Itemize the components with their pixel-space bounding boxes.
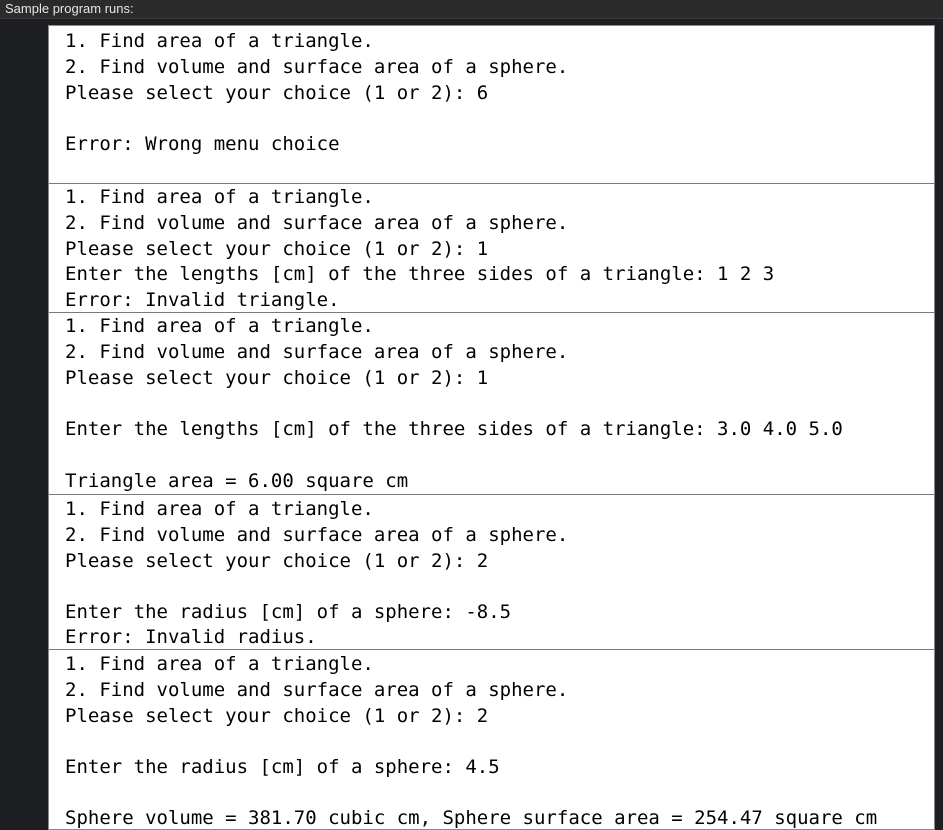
page-title: Sample program runs:	[5, 1, 134, 16]
header-bar	[0, 0, 943, 19]
console-line: Please select your choice (1 or 2): 2	[65, 705, 489, 727]
sample-run-1	[49, 26, 934, 184]
sample-run-2	[49, 184, 934, 313]
console-line: 2. Find volume and surface area of a sphere.	[65, 56, 569, 78]
console-line: Enter the lengths [cm] of the three sides of a triangle: 3.0 4.0 5.0	[65, 418, 843, 440]
console-line: Enter the lengths [cm] of the three sides of a triangle: 1 2 3	[65, 263, 775, 285]
console-line: Error: Wrong menu choice	[65, 133, 340, 155]
console-line: 1. Find area of a triangle.	[65, 315, 374, 337]
console-line: 2. Find volume and surface area of a sphere.	[65, 679, 569, 701]
console-line: Please select your choice (1 or 2): 2	[65, 550, 489, 572]
console-line: 2. Find volume and surface area of a sphere.	[65, 341, 569, 363]
console-line: Error: Invalid triangle.	[65, 289, 340, 311]
sample-run-3	[49, 313, 934, 495]
console-line: Sphere volume = 381.70 cubic cm, Sphere surface area = 254.47 square cm	[65, 807, 878, 829]
console-line: Enter the radius [cm] of a sphere: 4.5	[65, 756, 500, 778]
sample-run-5	[49, 650, 934, 830]
console-line: Triangle area = 6.00 square cm	[65, 470, 409, 492]
console-line: Enter the radius [cm] of a sphere: -8.5	[65, 601, 512, 623]
console-line: 1. Find area of a triangle.	[65, 498, 374, 520]
console-line: Please select your choice (1 or 2): 1	[65, 238, 489, 260]
console-line: 1. Find area of a triangle.	[65, 186, 374, 208]
sample-run-4	[49, 495, 934, 650]
console-line: Please select your choice (1 or 2): 6	[65, 82, 489, 104]
console-line: Please select your choice (1 or 2): 1	[65, 367, 489, 389]
console-line: Error: Invalid radius.	[65, 626, 317, 648]
console-line: 1. Find area of a triangle.	[65, 653, 374, 675]
sample-runs-panel	[48, 25, 935, 830]
console-line: 2. Find volume and surface area of a sphere.	[65, 212, 569, 234]
console-line: 1. Find area of a triangle.	[65, 30, 374, 52]
console-line: 2. Find volume and surface area of a sphere.	[65, 524, 569, 546]
